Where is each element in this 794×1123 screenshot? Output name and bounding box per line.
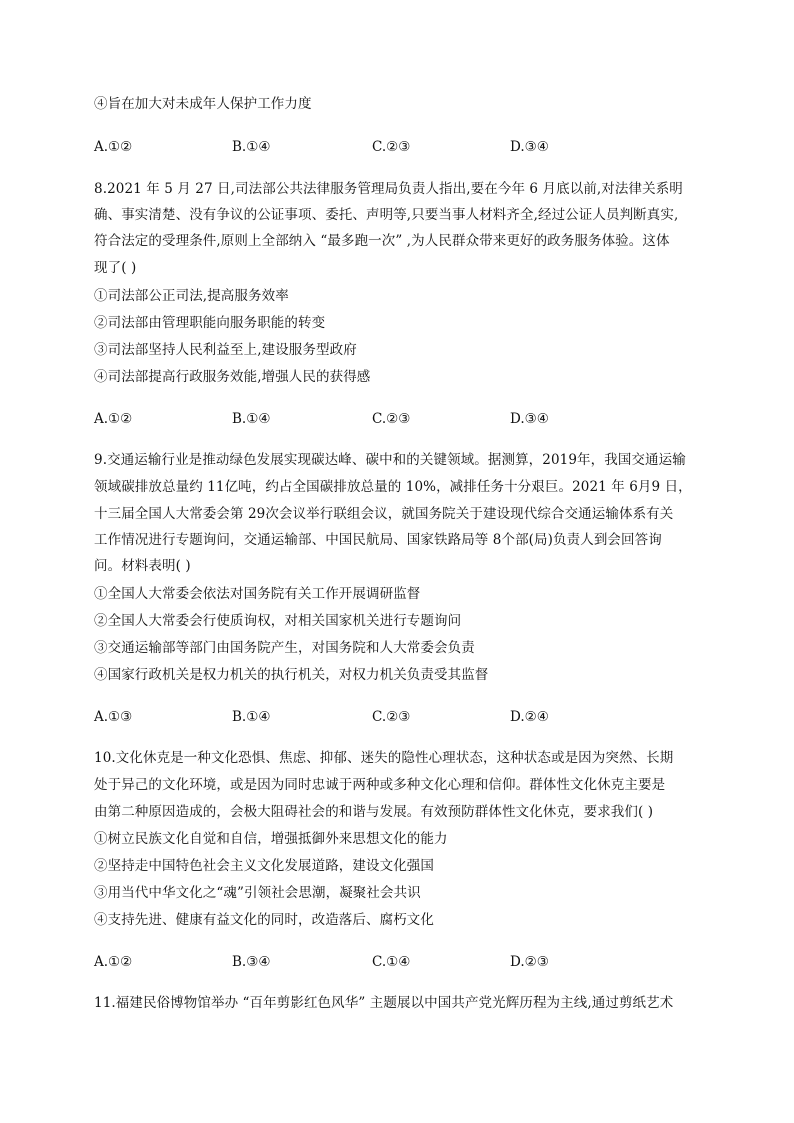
q8-statement-2: ②司法部由管理职能向服务职能的转变 <box>94 315 326 331</box>
q9-option-b: B.①④ <box>232 709 271 725</box>
q10-statement-1: ①树立民族文化自觉和自信，增强抵御外来思想文化的能力 <box>94 831 448 847</box>
q7-statement-4: ④旨在加大对未成年人保护工作力度 <box>94 96 312 112</box>
q8-statement-3: ③司法部坚持人民利益至上,建设服务型政府 <box>94 342 357 358</box>
q7-option-d: D.③④ <box>510 139 549 155</box>
q7-option-a: A.①② <box>94 139 133 155</box>
q10-option-b: B.③④ <box>232 954 271 970</box>
q11-stem-line-1: 11.福建民俗博物馆举办 “百年剪影红色风华” 主题展以中国共产党光辉历程为主线,通过剪纸艺术 <box>94 995 674 1011</box>
q8-statement-4: ④司法部提高行政服务效能,增强人民的获得感 <box>94 369 371 385</box>
q10-stem-line-3: 由第二种原因造成的，会极大阻碍社会的和谐与发展。有效预防群体性文化休克，要求我们( ) <box>94 804 654 820</box>
q10-stem-line-1: 10.文化休克是一种文化恐惧、焦虑、抑郁、迷失的隐性心理状态，这种状态或是因为突然、长期 <box>94 750 674 766</box>
q8-option-a: A.①② <box>94 411 133 427</box>
q9-stem-line-3: 十三届全国人大常委会第 29次会议举行联组会议，就国务院关于建设现代综合交通运输体系有关 <box>94 506 674 522</box>
q10-statement-2: ②坚持走中国特色社会主义文化发展道路，建设文化强国 <box>94 858 434 874</box>
q10-option-c: C.①④ <box>372 954 411 970</box>
q9-option-a: A.①③ <box>94 709 133 725</box>
q9-statement-2: ②全国人大常委会行使质询权，对相关国家机关进行专题询问 <box>94 613 462 629</box>
q9-statement-4: ④国家行政机关是权力机关的执行机关，对权力机关负责受其监督 <box>94 667 489 683</box>
q7-option-b: B.①④ <box>232 139 271 155</box>
q9-stem-line-5: 问。材料表明( ) <box>94 558 191 574</box>
q8-statement-1: ①司法部公正司法,提高服务效率 <box>94 288 289 304</box>
q8-option-d: D.③④ <box>510 411 549 427</box>
q9-statement-3: ③交通运输部等部门由国务院产生，对国务院和人大常委会负责 <box>94 640 475 656</box>
q10-statement-3: ③用当代中华文化之“魂”引领社会思潮，凝聚社会共识 <box>94 885 421 901</box>
q10-stem-line-2: 处于异己的文化环境，或是因为同时忠诚于两种或多种文化心理和信仰。群体性文化休克主要是 <box>94 777 666 793</box>
q9-stem-line-1: 9.交通运输行业是推动绿色发展实现碳达峰、碳中和的关键领域。据测算，2019年，我国交通运输 <box>94 452 686 468</box>
q9-stem-line-2: 领域碳排放总量约 11亿吨，约占全国碳排放总量的 10%，减排任务十分艰巨。2021 年 6月9 日， <box>94 479 692 495</box>
q9-option-c: C.②③ <box>372 709 411 725</box>
q9-stem-line-4: 工作情况进行专题询问，交通运输部、中国民航局、国家铁路局等 8个部(局)负责人到会回答询 <box>94 532 662 548</box>
q10-statement-4: ④支持先进、健康有益文化的同时，改造落后、腐朽文化 <box>94 912 434 928</box>
q9-statement-1: ①全国人大常委会依法对国务院有关工作开展调研监督 <box>94 586 421 602</box>
q10-option-d: D.②③ <box>510 954 549 970</box>
q8-stem-line-1: 8.2021 年 5 月 27 日,司法部公共法律服务管理局负责人指出,要在今年 6 月底以前,对法律关系明 <box>94 181 683 197</box>
q10-option-a: A.①② <box>94 954 133 970</box>
q8-option-b: B.①④ <box>232 411 271 427</box>
q8-stem-line-3: 符合法定的受理条件,原则上全部纳入 “最多跑一次” ,为人民群众带来更好的政务服务体验。这体 <box>94 233 670 249</box>
q8-stem-line-4: 现了( ) <box>94 260 137 276</box>
q7-option-c: C.②③ <box>372 139 411 155</box>
q8-option-c: C.②③ <box>372 411 411 427</box>
q8-stem-line-2: 确、事实清楚、没有争议的公证事项、委托、声明等,只要当事人材料齐全,经过公证人员判断真实, <box>94 207 679 223</box>
q9-option-d: D.②④ <box>510 709 549 725</box>
